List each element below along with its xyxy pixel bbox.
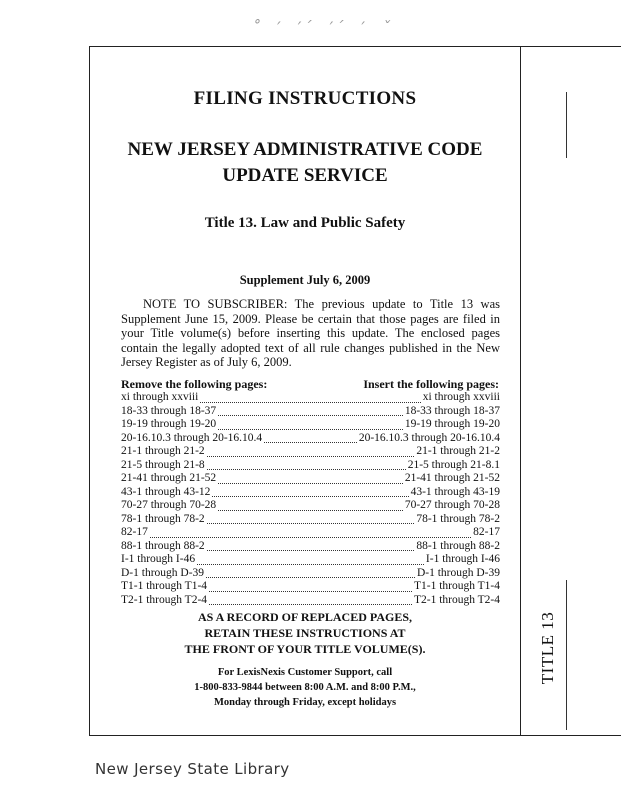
leader-dots [197, 555, 424, 565]
leader-dots [218, 420, 403, 430]
page-row [121, 553, 500, 567]
page-list [121, 391, 500, 607]
remove-range: 20-16.10.3 through 20-16.10.4 [121, 431, 263, 444]
page-row [121, 391, 500, 405]
insert-range: 21-1 through 21-2 [416, 445, 500, 457]
insert-range: xi through xxviii [422, 391, 500, 403]
leader-dots [264, 433, 357, 443]
leader-dots [218, 474, 403, 484]
subtitle-line: NEW JERSEY ADMINISTRATIVE CODE [127, 139, 483, 160]
title-line: Title 13. Law and Public Safety [204, 215, 406, 231]
insert-column-header: Insert the following pages: [363, 377, 499, 391]
remove-range: D-1 through D-39 [121, 566, 205, 579]
remove-range: 21-1 through 21-2 [121, 445, 205, 457]
page-row [121, 580, 500, 594]
page-row [121, 594, 500, 608]
page-row [121, 499, 500, 513]
subscriber-note: NOTE TO SUBSCRIBER: The previous update to Title 13 was Supplement June 15, 2009. Please be certain that those pages are filed in your Title volume(s) before inserting this update. The enclosed pages contain the legally adopted text of all rule changes published in the New Jersey Register as of July 6, 2009. [121, 297, 500, 369]
record-line: RETAIN THESE INSTRUCTIONS AT [204, 626, 406, 640]
handwritten-mark: ˚ ′ ′ ́ ′ ́ ′ ˇ [252, 18, 397, 37]
title-tab-label: TITLE 13 [538, 611, 557, 685]
insert-range: 21-41 through 21-52 [404, 472, 500, 484]
record-notice [89, 609, 521, 657]
leader-dots [206, 568, 415, 578]
leader-dots [218, 501, 403, 511]
page-row [121, 540, 500, 554]
side-mark [566, 92, 567, 158]
subtitle [89, 137, 521, 189]
insert-range: 82-17 [473, 526, 500, 538]
leader-dots [207, 514, 415, 524]
page-row [121, 459, 500, 473]
remove-range: 70-27 through 70-28 [121, 499, 217, 511]
page-row [121, 472, 500, 486]
leader-dots [200, 393, 420, 403]
tab-rule-top [520, 46, 621, 47]
page-row [121, 445, 500, 459]
page-row [121, 486, 500, 500]
supplement-date: Supplement July 6, 2009 [239, 273, 371, 287]
library-stamp: New Jersey State Library [95, 760, 290, 778]
leader-dots [212, 487, 408, 497]
support-line: 1-800-833-9844 between 8:00 A.M. and 8:00 P.M., [194, 682, 416, 693]
page-row [121, 567, 500, 581]
remove-range: T1-1 through T1-4 [121, 580, 208, 592]
side-mark [566, 580, 567, 730]
support-line: For LexisNexis Customer Support, call [217, 667, 393, 678]
remove-range: 88-1 through 88-2 [121, 539, 205, 552]
insert-range: 18-33 through 18-37 [404, 404, 500, 417]
tab-rule-bottom [520, 735, 621, 736]
page-title: FILING INSTRUCTIONS [193, 88, 417, 109]
remove-range: 82-17 [121, 526, 148, 538]
insert-range: 78-1 through 78-2 [416, 512, 500, 525]
leader-dots [207, 447, 415, 457]
insert-range: 20-16.10.3 through 20-16.10.4 [358, 431, 500, 444]
insert-range: 88-1 through 88-2 [416, 539, 500, 552]
subtitle-line: UPDATE SERVICE [222, 165, 388, 186]
remove-range: T2-1 through T2-4 [121, 593, 208, 606]
page-row [121, 526, 500, 540]
customer-support-notice [89, 665, 521, 710]
leader-dots [209, 595, 412, 605]
page-row [121, 405, 500, 419]
support-line: Monday through Friday, except holidays [213, 697, 397, 708]
remove-range: 21-5 through 21-8 [121, 458, 205, 471]
remove-range: xi through xxviii [121, 391, 199, 403]
remove-range: 18-33 through 18-37 [121, 404, 217, 417]
record-line: AS A RECORD OF REPLACED PAGES, [197, 610, 413, 624]
insert-range: D-1 through D-39 [416, 566, 500, 579]
insert-range: I-1 through I-46 [425, 553, 500, 565]
page-row [121, 513, 500, 527]
remove-range: 78-1 through 78-2 [121, 512, 205, 525]
leader-dots [150, 528, 471, 538]
page-row [121, 418, 500, 432]
insert-range: T1-1 through T1-4 [413, 580, 500, 592]
insert-range: 70-27 through 70-28 [404, 499, 500, 511]
leader-dots [218, 406, 403, 416]
remove-column-header: Remove the following pages: [121, 377, 268, 391]
remove-range: 19-19 through 19-20 [121, 418, 217, 430]
leader-dots [209, 582, 412, 592]
remove-range: 43-1 through 43-12 [121, 485, 211, 498]
page-row [121, 432, 500, 446]
remove-range: I-1 through I-46 [121, 553, 196, 565]
insert-range: 21-5 through 21-8.1 [407, 458, 500, 471]
remove-range: 21-41 through 21-52 [121, 472, 217, 484]
record-line: THE FRONT OF YOUR TITLE VOLUME(S). [184, 642, 426, 656]
insert-range: 43-1 through 43-19 [410, 485, 500, 498]
leader-dots [207, 460, 406, 470]
insert-range: T2-1 through T2-4 [413, 593, 500, 606]
insert-range: 19-19 through 19-20 [404, 418, 500, 430]
leader-dots [207, 541, 415, 551]
